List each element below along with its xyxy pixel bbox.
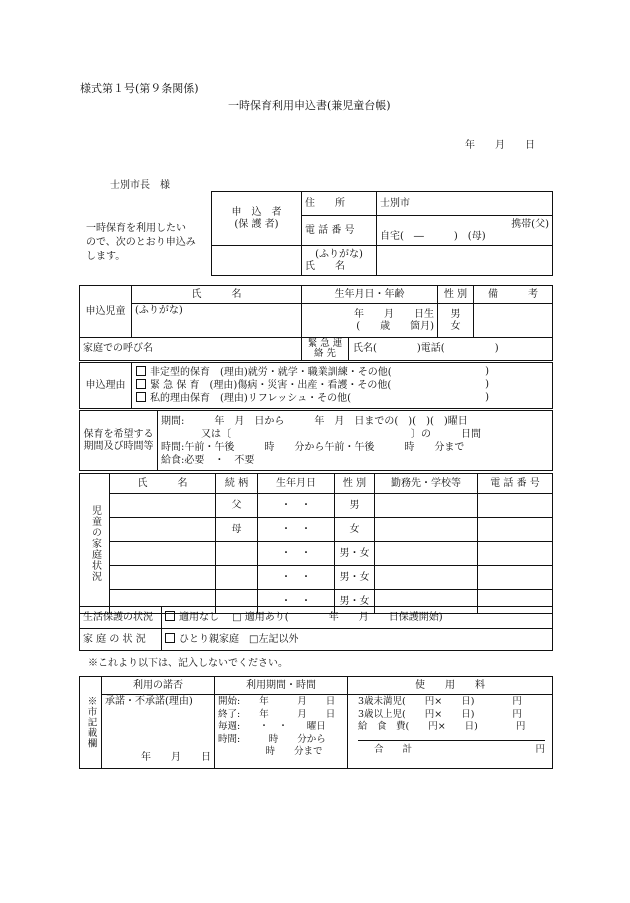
household-label: 家 庭 の 状 況: [80, 629, 162, 651]
name-label: (ふりがな) 氏 名: [302, 246, 377, 276]
welfare-field[interactable]: 適用なし □ 適用あり( 年 月 日保護開始): [162, 607, 553, 629]
family-name-cell[interactable]: [110, 542, 216, 566]
address-label: 住 所: [302, 192, 377, 216]
period-table: [79, 410, 553, 471]
family-gender-cell[interactable]: 男・女: [335, 566, 375, 590]
form-number: 様式第１号(第９条関係): [80, 82, 199, 95]
phone-field[interactable]: 携帯(父) 自宅( ― ) (母): [377, 216, 553, 246]
family-name-header: 氏 名: [110, 474, 216, 494]
status-table: [79, 606, 553, 651]
addressee: 士別市長 様: [110, 180, 170, 191]
family-relation-cell[interactable]: 父: [216, 494, 258, 518]
emergency-cell: [302, 338, 553, 361]
checkbox[interactable]: [136, 392, 146, 402]
table-row: [80, 518, 553, 542]
child-remarks-header: 備 考: [474, 286, 553, 304]
fee-total-row: [358, 740, 545, 757]
family-relation-cell[interactable]: [216, 542, 258, 566]
family-name-cell[interactable]: [110, 566, 216, 590]
family-table: [79, 473, 553, 614]
applicant-lead-text: 一時保育を利用したい ので、次のとおり申込み します。: [86, 223, 196, 262]
child-name-header: 氏 名: [132, 286, 302, 304]
fee-total-label: 合 計: [374, 743, 413, 755]
reason-options: [132, 363, 553, 409]
child-table: [79, 285, 553, 361]
fee-total-unit: 円: [535, 743, 545, 755]
family-name-cell[interactable]: [110, 518, 216, 542]
approval-header: 利用の諾否: [102, 677, 215, 695]
family-side-label: 児童の家庭状況: [80, 474, 110, 614]
child-row-label: 申込児童: [80, 286, 132, 338]
family-phone-cell[interactable]: [478, 566, 553, 590]
checkbox[interactable]: [136, 366, 146, 376]
child-gender-field[interactable]: 男 女: [438, 304, 474, 338]
child-remarks-field[interactable]: [474, 304, 553, 338]
approval-field[interactable]: 承諾・不承諾(理由) 年 月 日: [102, 695, 215, 769]
applicant-label-cell: 申 込 者 (保 護 者): [212, 192, 302, 246]
nickname-label-cell[interactable]: 家庭での呼び名: [80, 338, 302, 361]
fee-header: 使 用 料: [348, 677, 553, 695]
reason-option-2[interactable]: 緊 急 保 育 (理由)傷病・災害・出産・看護・その他( ): [136, 379, 549, 392]
child-dob-header: 生年月日・年齢: [302, 286, 438, 304]
checkbox[interactable]: [165, 633, 175, 643]
family-gender-cell[interactable]: 男・女: [335, 542, 375, 566]
office-table: [79, 676, 553, 769]
reason-label: 申込理由: [80, 363, 132, 409]
family-phone-cell[interactable]: [478, 542, 553, 566]
family-gender-cell[interactable]: 男・女: [335, 590, 375, 614]
family-dob-header: 生年月日: [258, 474, 335, 494]
family-work-header: 勤務先・学校等: [375, 474, 478, 494]
family-relation-header: 続 柄: [216, 474, 258, 494]
page-title: 一時保育利用申込書(兼児童台帳): [228, 99, 391, 112]
family-gender-cell[interactable]: 男: [335, 494, 375, 518]
family-work-cell[interactable]: [375, 542, 478, 566]
checkbox[interactable]: [165, 611, 175, 621]
usage-period-header: 利用期間・時間: [215, 677, 348, 695]
family-work-cell[interactable]: [375, 566, 478, 590]
checkbox[interactable]: [136, 379, 146, 389]
table-row: [80, 494, 553, 518]
date-line: 年 月 日: [465, 140, 535, 151]
family-relation-cell[interactable]: 母: [216, 518, 258, 542]
family-gender-header: 性 別: [335, 474, 375, 494]
office-side-label: ※市記載欄: [80, 677, 102, 769]
reason-table: [79, 362, 553, 409]
family-relation-cell[interactable]: [216, 566, 258, 590]
household-field[interactable]: ひとり親家庭 □左記以外: [162, 629, 553, 651]
table-row: [80, 566, 553, 590]
family-work-cell[interactable]: [375, 494, 478, 518]
applicant-label-empty: [212, 246, 302, 276]
family-dob-cell[interactable]: ・ ・: [258, 542, 335, 566]
usage-period-field[interactable]: 開始: 年 月 日 終了: 年 月 日 毎週: ・ ・ 曜日 時間: 時 分から 時 分まで: [215, 695, 348, 769]
family-work-cell[interactable]: [375, 518, 478, 542]
family-phone-header: 電 話 番 号: [478, 474, 553, 494]
reason-option-1[interactable]: 非定型的保育 (理由)就労・就学・職業訓練・その他( ): [136, 366, 549, 379]
family-name-cell[interactable]: [110, 494, 216, 518]
applicant-table: [211, 191, 553, 276]
applicant-name-field[interactable]: [377, 246, 553, 276]
child-name-field[interactable]: (ふりがな): [132, 304, 302, 338]
family-dob-cell[interactable]: ・ ・: [258, 494, 335, 518]
family-gender-cell[interactable]: 女: [335, 518, 375, 542]
family-dob-cell[interactable]: ・ ・: [258, 590, 335, 614]
period-field[interactable]: 期間: 年 月 日から 年 月 日までの( )( )( )曜日 又は〔 〕の 日間 時間:午前・午後 時 分から午前・午後 時 分まで 給食:必要 ・ 不要: [158, 411, 553, 471]
fee-field[interactable]: 3歳未満児( 円× 日) 円 3歳以上児( 円× 日) 円 給 食 費( 円× 日) 円 合 計 円: [348, 695, 553, 769]
child-gender-header: 性 別: [438, 286, 474, 304]
family-dob-cell[interactable]: ・ ・: [258, 518, 335, 542]
address-field[interactable]: 士別市: [377, 192, 553, 216]
office-note: ※これより以下は、記入しないでください。: [88, 658, 288, 669]
emergency-field[interactable]: 氏名( )電話( ): [353, 343, 499, 354]
period-label: 保育を希望する 期間及び時間等: [80, 411, 158, 471]
table-row: [80, 542, 553, 566]
welfare-label: 生活保護の状況: [80, 607, 162, 629]
family-phone-cell[interactable]: [478, 518, 553, 542]
child-dob-field[interactable]: 年 月 日生 ( 歳 箇月): [302, 304, 438, 338]
phone-label: 電 話 番 号: [302, 216, 377, 246]
reason-option-3[interactable]: 私的理由保育 (理由)リフレッシュ・その他( ): [136, 392, 549, 405]
family-phone-cell[interactable]: [478, 494, 553, 518]
family-dob-cell[interactable]: ・ ・: [258, 566, 335, 590]
emergency-label: 緊 急 連 絡 先: [302, 338, 349, 360]
